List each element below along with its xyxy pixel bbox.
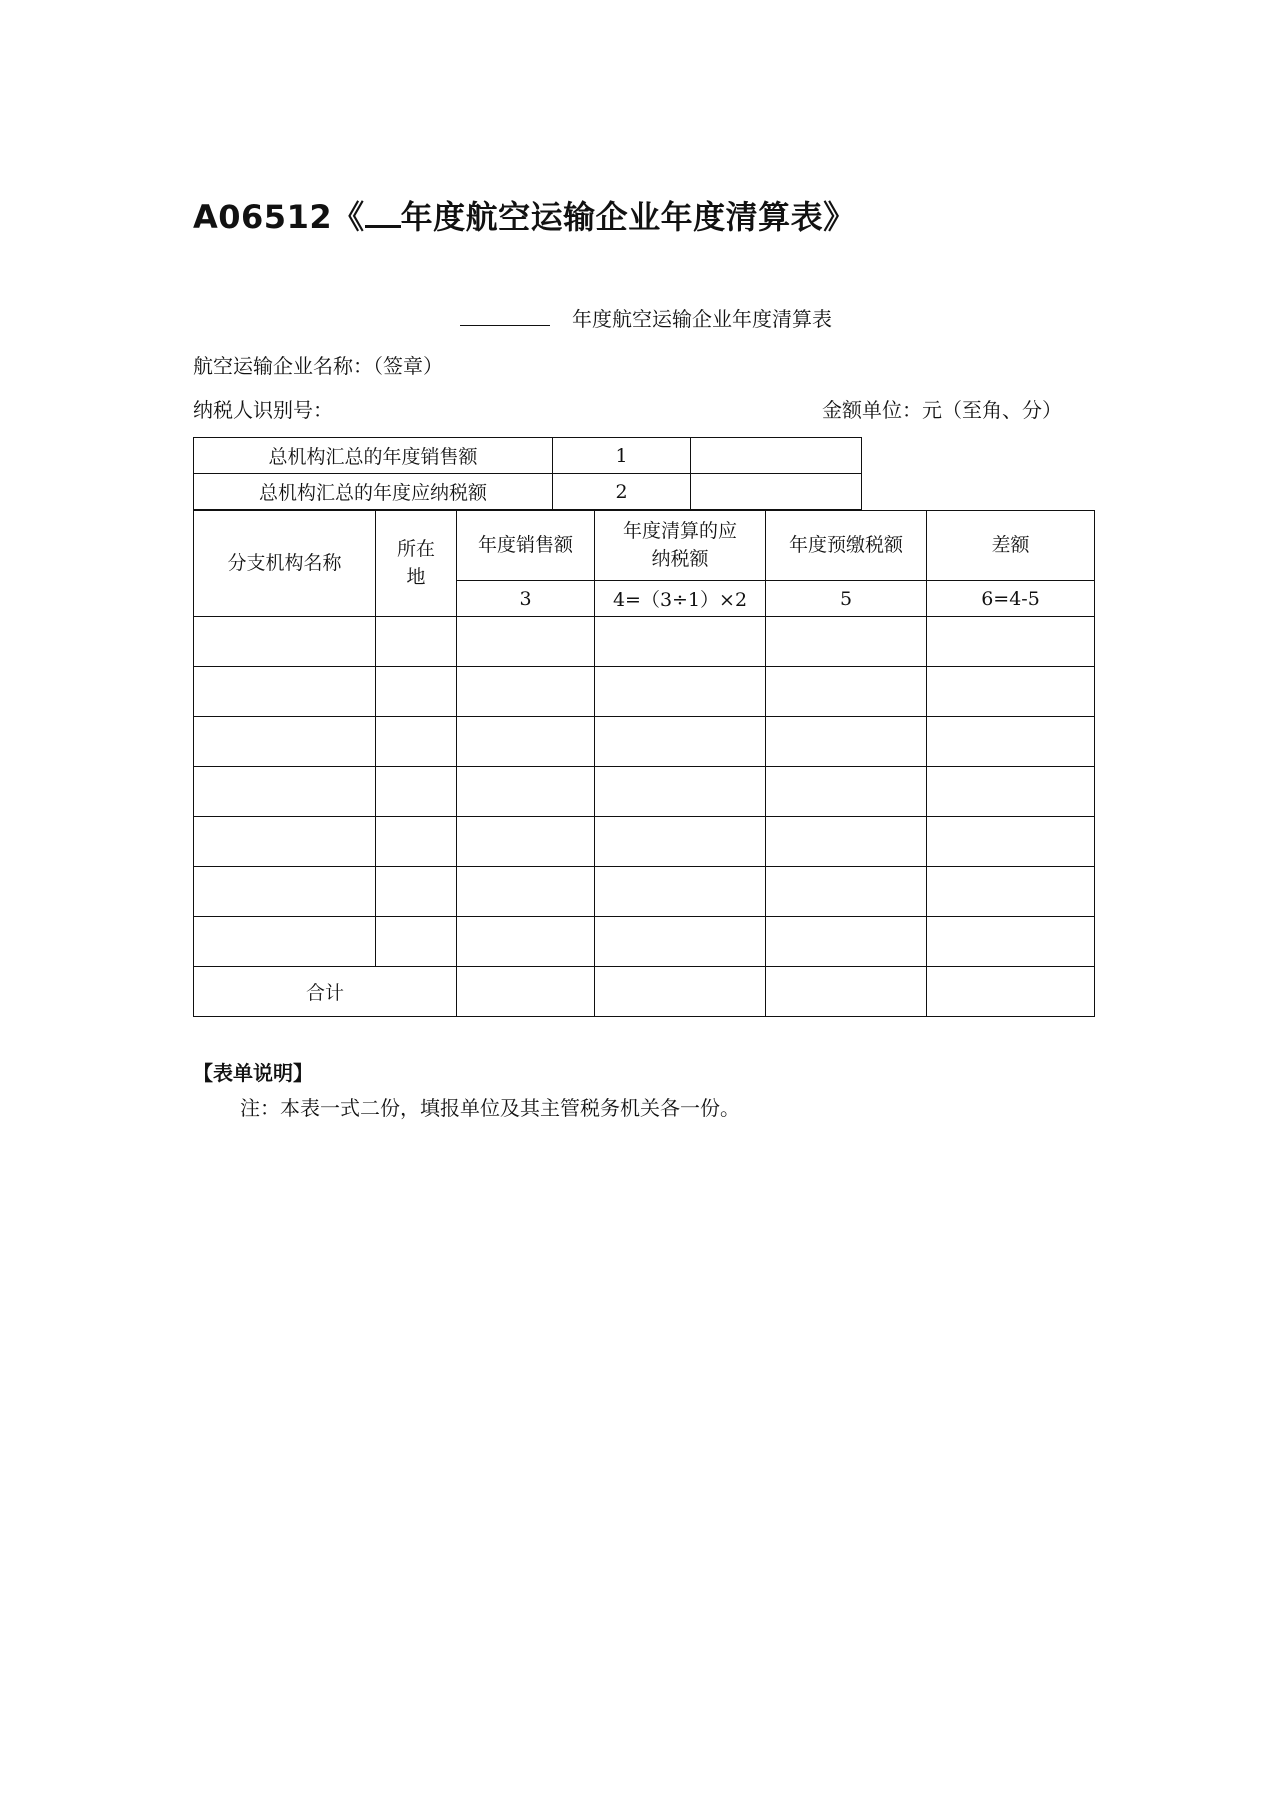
header-difference: 差额	[927, 511, 1095, 581]
summary-label: 总机构汇总的年度销售额	[194, 438, 553, 474]
settled-tax-cell[interactable]	[595, 817, 766, 867]
prepaid-tax-cell[interactable]	[766, 717, 927, 767]
annual-sales-cell[interactable]	[457, 667, 595, 717]
table-row	[194, 617, 1095, 667]
header-annual-sales: 年度销售额	[457, 511, 595, 581]
total-settled-tax-cell[interactable]	[595, 967, 766, 1017]
prepaid-tax-cell[interactable]	[766, 767, 927, 817]
difference-cell[interactable]	[927, 667, 1095, 717]
settled-tax-cell[interactable]	[595, 667, 766, 717]
summary-value-cell[interactable]	[691, 438, 862, 474]
taxpayer-id-label: 纳税人识别号：	[193, 398, 333, 422]
location-cell[interactable]	[376, 767, 457, 817]
summary-table	[193, 437, 862, 510]
table-row	[194, 917, 1095, 967]
difference-cell[interactable]	[927, 917, 1095, 967]
difference-cell[interactable]	[927, 867, 1095, 917]
annual-sales-cell[interactable]	[457, 717, 595, 767]
prepaid-tax-cell[interactable]	[766, 867, 927, 917]
code-prepaid-tax: 5	[766, 581, 927, 617]
title-prefix: 《	[332, 198, 365, 236]
table-row	[194, 667, 1095, 717]
branch-name-cell[interactable]	[194, 667, 376, 717]
summary-row	[194, 474, 862, 510]
year-field[interactable]	[460, 307, 550, 326]
prepaid-tax-cell[interactable]	[766, 617, 927, 667]
notes-text: 注：本表一式二份，填报单位及其主管税务机关各一份。	[240, 1096, 740, 1120]
location-cell[interactable]	[376, 617, 457, 667]
branch-name-cell[interactable]	[194, 867, 376, 917]
branch-name-cell[interactable]	[194, 917, 376, 967]
settled-tax-cell[interactable]	[595, 617, 766, 667]
branch-name-cell[interactable]	[194, 717, 376, 767]
table-row	[194, 767, 1095, 817]
difference-cell[interactable]	[927, 767, 1095, 817]
summary-line-number: 2	[553, 474, 691, 510]
branch-name-cell[interactable]	[194, 767, 376, 817]
amount-unit-label: 金额单位：元（至角、分）	[822, 398, 1062, 422]
header-settled-tax-text: 年度清算的应纳税额	[622, 519, 737, 570]
form-title-text: 年度航空运输企业年度清算表	[572, 307, 832, 331]
location-cell[interactable]	[376, 717, 457, 767]
prepaid-tax-cell[interactable]	[766, 817, 927, 867]
settled-tax-cell[interactable]	[595, 717, 766, 767]
difference-cell[interactable]	[927, 817, 1095, 867]
prepaid-tax-cell[interactable]	[766, 667, 927, 717]
code-difference: 6=4-5	[927, 581, 1095, 617]
header-location-text: 所在地	[396, 537, 435, 588]
location-cell[interactable]	[376, 867, 457, 917]
settled-tax-cell[interactable]	[595, 867, 766, 917]
total-difference-cell[interactable]	[927, 967, 1095, 1017]
total-label: 合计	[194, 967, 457, 1017]
total-prepaid-tax-cell[interactable]	[766, 967, 927, 1017]
annual-sales-cell[interactable]	[457, 917, 595, 967]
location-cell[interactable]	[376, 667, 457, 717]
code-annual-sales: 3	[457, 581, 595, 617]
year-blank	[365, 199, 401, 228]
table-row	[194, 867, 1095, 917]
header-location	[376, 511, 457, 617]
form-title	[460, 303, 832, 332]
table-row	[194, 817, 1095, 867]
header-prepaid-tax: 年度预缴税额	[766, 511, 927, 581]
title-text: 年度航空运输企业年度清算表》	[400, 198, 856, 236]
summary-row	[194, 438, 862, 474]
prepaid-tax-cell[interactable]	[766, 917, 927, 967]
header-settled-tax	[595, 511, 766, 581]
branch-table	[193, 510, 1095, 1017]
total-annual-sales-cell[interactable]	[457, 967, 595, 1017]
total-row	[194, 967, 1095, 1017]
document-code: A06512	[193, 198, 333, 236]
settled-tax-cell[interactable]	[595, 917, 766, 967]
difference-cell[interactable]	[927, 717, 1095, 767]
annual-sales-cell[interactable]	[457, 817, 595, 867]
header-branch-name: 分支机构名称	[194, 511, 376, 617]
annual-sales-cell[interactable]	[457, 867, 595, 917]
summary-value-cell[interactable]	[691, 474, 862, 510]
table-row	[194, 717, 1095, 767]
company-name-label: 航空运输企业名称：（签章）	[193, 354, 443, 378]
document-title	[193, 192, 856, 238]
location-cell[interactable]	[376, 917, 457, 967]
branch-name-cell[interactable]	[194, 617, 376, 667]
annual-sales-cell[interactable]	[457, 617, 595, 667]
branch-name-cell[interactable]	[194, 817, 376, 867]
summary-line-number: 1	[553, 438, 691, 474]
difference-cell[interactable]	[927, 617, 1095, 667]
summary-label: 总机构汇总的年度应纳税额	[194, 474, 553, 510]
settled-tax-cell[interactable]	[595, 767, 766, 817]
annual-sales-cell[interactable]	[457, 767, 595, 817]
code-settled-tax: 4=（3÷1）×2	[595, 581, 766, 617]
notes-heading: 【表单说明】	[193, 1061, 313, 1085]
header-row	[194, 511, 1095, 581]
location-cell[interactable]	[376, 817, 457, 867]
